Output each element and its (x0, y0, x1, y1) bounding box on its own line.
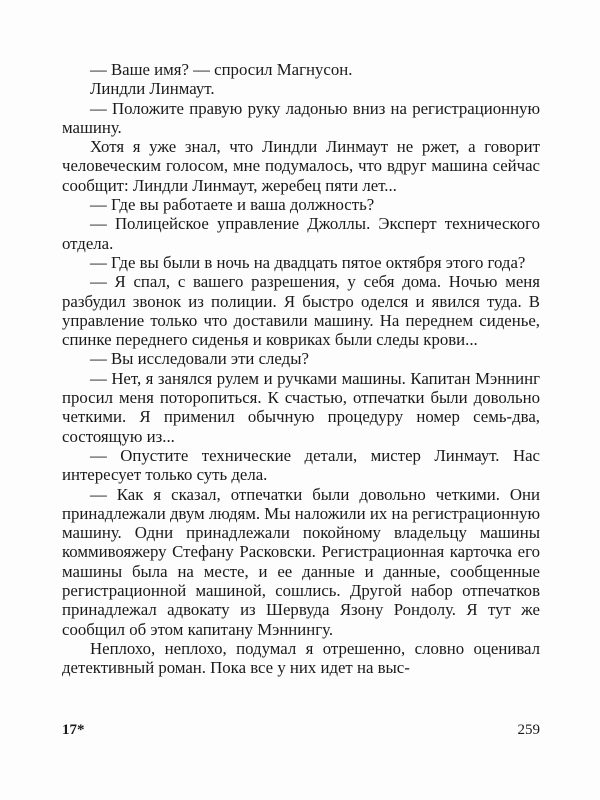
paragraph-7: — Где вы были в ночь на двадцать пятое октября этого года? (90, 252, 526, 272)
paragraph-6: — Полицейское управление Джоллы. Эксперт технического отдела. (62, 214, 540, 253)
body-text (62, 60, 540, 678)
paragraph-10: — Нет, я занялся рулем и ручками машины. Капитан Мэннинг просил меня поторопиться. К счастью, отпечатки были довольно четкими. Я применил обычную процедуру номер семь-два, состоящую из... (62, 368, 540, 446)
paragraph-2: Линдли Линмаут. (90, 79, 215, 99)
paragraph-4: Хотя я уже знал, что Линдли Линмаут не ржет, а говорит человеческим голосом, мне подумалось, что вдруг машина сейчас сообщит: Линдли Линмаут, жеребец пяти лет... (62, 137, 540, 195)
paragraph-12: — Как я сказал, отпечатки были довольно четкими. Они принадлежали двум людям. Мы наложили их на регистрационную машину. Одни принадлежали покойному владельцу машины коммивояжеру Стефану Расковски. Регистрационная карточка его машины была на месте, и ее данные и данные, сообщенные регистрационной машиной, сошлись. Другой набор отпечатков принадлежал адвокату из Шервуда Язону Рондолу. Я тут же сообщил об этом капитану Мэннингу. (62, 484, 540, 639)
paragraph-9: — Вы исследовали эти следы? (90, 349, 309, 369)
page-number: 259 (517, 722, 540, 738)
paragraph-1: — Ваше имя? — спросил Магнусон. (90, 60, 353, 79)
paragraph-8: — Я спал, с вашего разрешения, у себя дома. Ночью меня разбудил звонок из полиции. Я быстро оделся и явился туда. В управление только что доставили машину. На переднем сиденье, спинке переднего сиденья и ковриках были следы крови... (62, 272, 540, 350)
paragraph-11: — Опустите технические детали, мистер Линмаут. Нас интересует только суть дела. (62, 445, 540, 485)
signature-mark: 17* (62, 722, 85, 738)
paragraph-13: Неплохо, неплохо, подумал я отрешенно, словно оценивал детективный роман. Пока все у них идет на выс- (62, 638, 540, 678)
paragraph-3: — Положите правую руку ладонью вниз на регистрационную машину. (62, 98, 540, 137)
paragraph-5: — Где вы работаете и ваша должность? (90, 195, 375, 215)
